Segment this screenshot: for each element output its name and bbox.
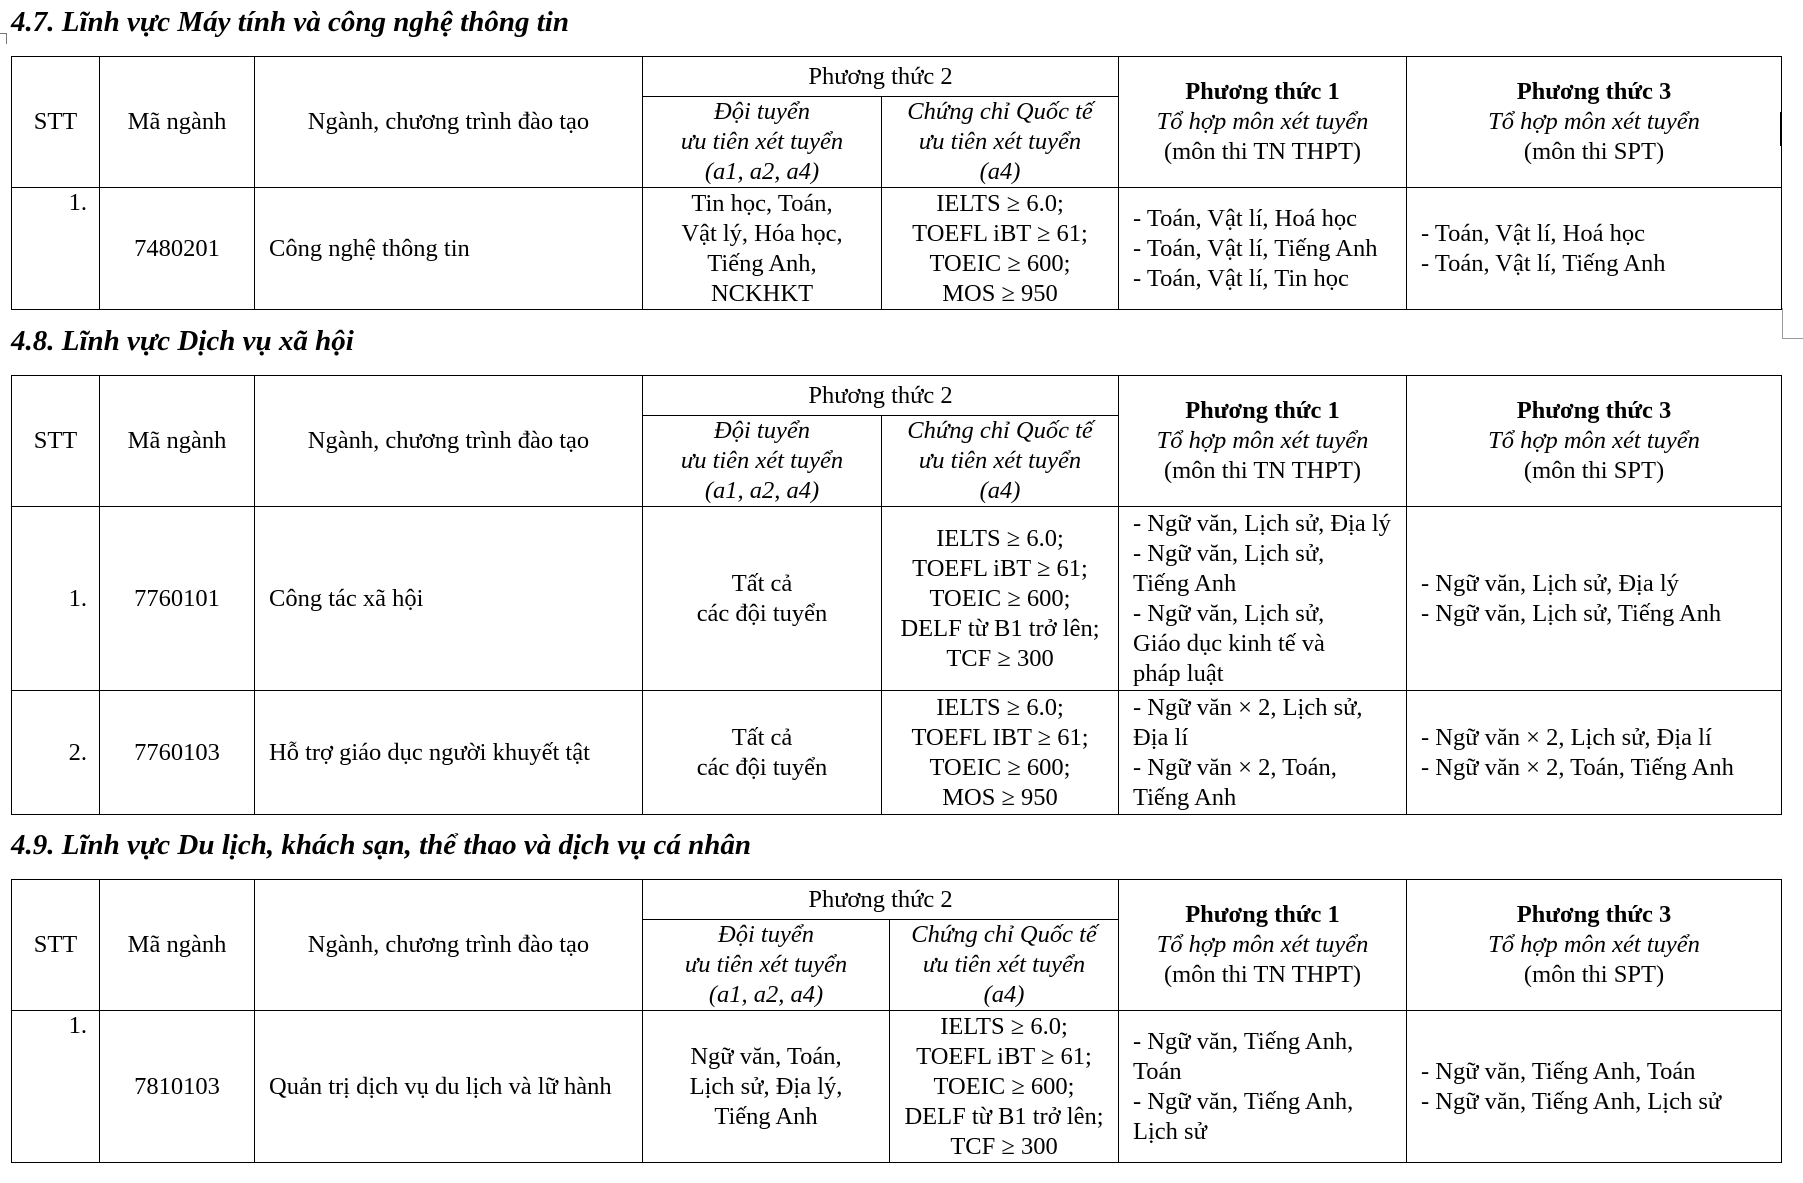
row-code: 7480201 [100,188,255,310]
section-title-4-8: 4.8. Lĩnh vực Dịch vụ xã hội [11,325,354,357]
col-header-chung-chi: Chứng chỉ Quốc tế ưu tiên xét tuyển (a4) [882,97,1119,188]
pt1-note: (môn thi TN THPT) [1163,138,1362,165]
col-header-stt: STT [12,376,100,507]
col-header-pt3 [1407,880,1782,1011]
row-stt: 1. [12,507,100,691]
table-move-handle-icon[interactable] [0,33,7,44]
row-code: 7760103 [100,691,255,815]
col-header-pt1 [1119,880,1407,1011]
row-doi-tuyen: Tất cả các đội tuyển [643,507,882,691]
row-code: 7760101 [100,507,255,691]
table-header-row [12,376,1782,416]
pt1-subtitle: Tổ hợp môn xét tuyển [1156,427,1369,454]
row-chung-chi: IELTS ≥ 6.0; TOEFL iBT ≥ 61; TOEIC ≥ 600; DELF từ B1 trở lên; TCF ≥ 300 [890,1011,1119,1163]
pt1-note: (môn thi TN THPT) [1163,457,1362,484]
row-program-name: Hỗ trợ giáo dục người khuyết tật [255,691,643,815]
pt3-subtitle: Tổ hợp môn xét tuyển [1488,931,1700,958]
pt3-title: Phương thức 3 [1516,901,1672,928]
admission-table-4-9 [11,879,1782,1163]
col-header-pt2: Phương thức 2 [643,880,1119,920]
col-header-nganh: Ngành, chương trình đào tạo [255,880,643,1011]
col-header-pt3 [1407,376,1782,507]
col-header-stt: STT [12,880,100,1011]
pt3-subtitle: Tổ hợp môn xét tuyển [1488,108,1700,135]
table-row [12,507,1782,691]
table-header-row [12,880,1782,920]
row-pt3: - Ngữ văn, Tiếng Anh, Toán - Ngữ văn, Tiếng Anh, Lịch sử [1407,1011,1782,1163]
row-pt1: - Ngữ văn, Lịch sử, Địa lý - Ngữ văn, Lịch sử, Tiếng Anh - Ngữ văn, Lịch sử, Giáo dục kinh tế và pháp luật [1119,507,1407,691]
table-row [12,691,1782,815]
row-pt1: - Ngữ văn × 2, Lịch sử, Địa lí - Ngữ văn × 2, Toán, Tiếng Anh [1119,691,1407,815]
section-title-4-7: 4.7. Lĩnh vực Máy tính và công nghệ thông tin [11,6,569,38]
table-row [12,1011,1782,1163]
row-doi-tuyen: Tất cả các đội tuyển [643,691,882,815]
row-chung-chi: IELTS ≥ 6.0; TOEFL iBT ≥ 61; TOEIC ≥ 600; DELF từ B1 trở lên; TCF ≥ 300 [882,507,1119,691]
pt1-note: (môn thi TN THPT) [1163,961,1362,988]
col-header-doi-tuyen: Đội tuyển ưu tiên xét tuyển (a1, a2, a4) [643,920,890,1011]
row-program-name: Công nghệ thông tin [255,188,643,310]
col-header-chung-chi: Chứng chỉ Quốc tế ưu tiên xét tuyển (a4) [882,416,1119,507]
col-header-nganh: Ngành, chương trình đào tạo [255,57,643,188]
row-doi-tuyen: Tin học, Toán, Vật lý, Hóa học, Tiếng Anh, NCKHKT [643,188,882,310]
row-chung-chi: IELTS ≥ 6.0; TOEFL iBT ≥ 61; TOEIC ≥ 600; MOS ≥ 950 [882,188,1119,310]
row-pt1: - Ngữ văn, Tiếng Anh, Toán - Ngữ văn, Tiếng Anh, Lịch sử [1119,1011,1407,1163]
pt1-subtitle: Tổ hợp môn xét tuyển [1156,108,1369,135]
admission-table-4-8 [11,375,1782,815]
pt1-subtitle: Tổ hợp môn xét tuyển [1156,931,1369,958]
admission-table-4-7 [11,56,1782,310]
col-header-stt: STT [12,57,100,188]
row-program-name: Quản trị dịch vụ du lịch và lữ hành [255,1011,643,1163]
table-row [12,188,1782,310]
section-title-4-9: 4.9. Lĩnh vực Du lịch, khách sạn, thể thao và dịch vụ cá nhân [11,829,752,861]
row-pt3: - Ngữ văn, Lịch sử, Địa lý - Ngữ văn, Lịch sử, Tiếng Anh [1407,507,1782,691]
row-chung-chi: IELTS ≥ 6.0; TOEFL IBT ≥ 61; TOEIC ≥ 600; MOS ≥ 950 [882,691,1119,815]
col-header-doi-tuyen: Đội tuyển ưu tiên xét tuyển (a1, a2, a4) [643,97,882,188]
row-pt3: - Ngữ văn × 2, Lịch sử, Địa lí - Ngữ văn × 2, Toán, Tiếng Anh [1407,691,1782,815]
table-header-row [12,57,1782,97]
col-header-nganh: Ngành, chương trình đào tạo [255,376,643,507]
pt1-title: Phương thức 1 [1185,78,1340,105]
page-corner-marker [1782,308,1803,339]
col-header-doi-tuyen: Đội tuyển ưu tiên xét tuyển (a1, a2, a4) [643,416,882,507]
col-header-pt2: Phương thức 2 [643,57,1119,97]
row-code: 7810103 [100,1011,255,1163]
pt3-note: (môn thi SPT) [1523,138,1665,165]
pt1-title: Phương thức 1 [1185,901,1340,928]
col-header-chung-chi: Chứng chỉ Quốc tế ưu tiên xét tuyển (a4) [890,920,1119,1011]
col-header-pt2: Phương thức 2 [643,376,1119,416]
col-header-ma-nganh: Mã ngành [100,57,255,188]
pt3-title: Phương thức 3 [1516,397,1672,424]
pt1-title: Phương thức 1 [1185,397,1340,424]
pt3-subtitle: Tổ hợp môn xét tuyển [1488,427,1700,454]
row-program-name: Công tác xã hội [255,507,643,691]
col-header-ma-nganh: Mã ngành [100,880,255,1011]
row-stt: 1. [12,188,100,310]
col-header-pt1 [1119,57,1407,188]
col-header-pt1 [1119,376,1407,507]
pt3-note: (môn thi SPT) [1523,961,1665,988]
pt3-note: (môn thi SPT) [1523,457,1665,484]
row-pt3: - Toán, Vật lí, Hoá học - Toán, Vật lí, Tiếng Anh [1407,188,1782,310]
col-header-ma-nganh: Mã ngành [100,376,255,507]
row-pt1: - Toán, Vật lí, Hoá học - Toán, Vật lí, Tiếng Anh - Toán, Vật lí, Tin học [1119,188,1407,310]
pt3-title: Phương thức 3 [1516,78,1672,105]
col-header-pt3 [1407,57,1782,188]
row-stt: 2. [12,691,100,815]
row-stt: 1. [12,1011,100,1163]
row-doi-tuyen: Ngữ văn, Toán, Lịch sử, Địa lý, Tiếng Anh [643,1011,890,1163]
